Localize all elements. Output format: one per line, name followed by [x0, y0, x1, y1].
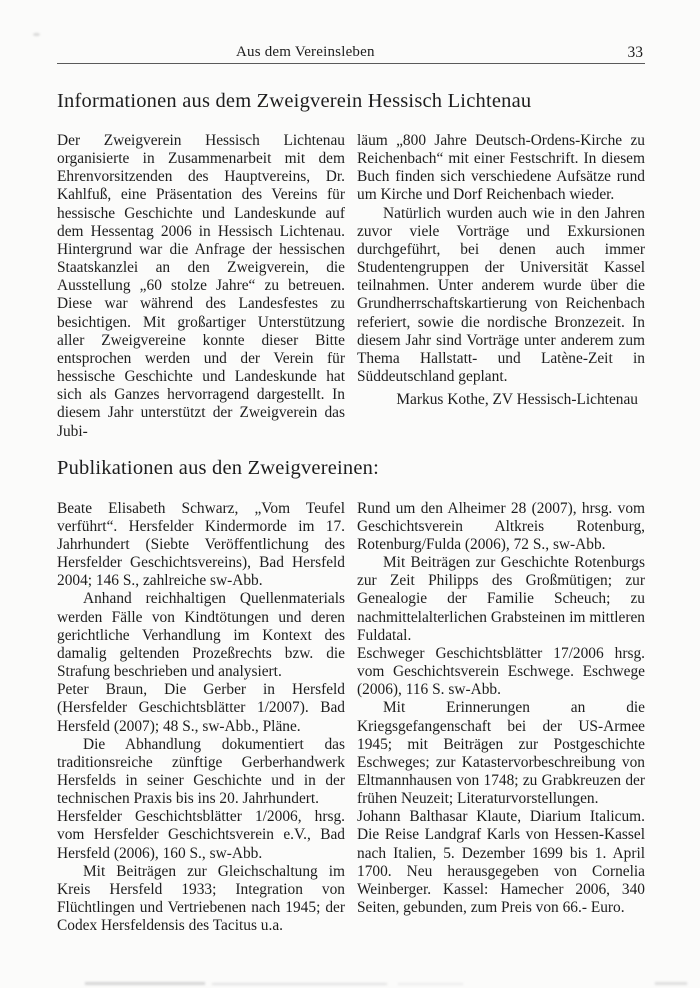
scan-artifact-speck — [33, 33, 40, 36]
paragraph: läum „800 Jahre Deutsch-Ordens-Kirche zu Reichenbach“ mit einer Festschrift. In diesem Buch finden sich verschiedene Aufsätze rund um Kirche und Dorf Reichenbach wieder. — [357, 132, 645, 204]
publication-title: Rund um den Alheimer 28 (2007), hrsg. vom Geschichtsverein Altkreis Rotenburg, Rotenburg/Fulda (2006), 72 S., sw-Abb. — [357, 499, 645, 553]
publication-title: Beate Elisabeth Schwarz, „Vom Teufel verführt“. Hersfelder Kindermorde im 17. Jahrhundert (Siebte Veröffentlichung des Hersfelder Geschichtsvereins), Bad Hersfeld 2004; 146 S., zahlreiche sw-Abb. — [57, 499, 345, 590]
section2-right-column — [357, 500, 645, 936]
paragraph: Der Zweigverein Hessisch Lichtenau organisierte in Zusammenarbeit mit dem Ehrenvorsitzenden des Hauptvereins, Dr. Kahlfuß, eine Präsentation des Vereins für hessische Geschichte und Landeskunde auf dem Hessentag 2006 in Hessisch Lichtenau. Hintergrund war die Anfrage der hessischen Staatskanzlei an den Zweigverein, die Ausstellung „60 stolze Jahre“ zu betreuen. Diese war während des Landesfestes zu besichtigen. Mit großartiger Unterstützung aller Zweigvereine konnte dieser Bitte entsprochen werden und der Verein für hessische Geschichte und Landeskunde hat sich als Ganzes hervorragend dargestellt. In diesem Jahr unterstützt der Zweigverein das Jubi- — [57, 132, 345, 440]
publication-description: Mit Erinnerungen an die Kriegsgefangenschaft bei der US-Armee 1945; mit Beiträgen zur Postgeschichte Eschweges; zur Katastervorbeschreibung von Eltmannhausen von 1748; zu Grabkreuzen der frühen Neuzeit; Literaturvorstellungen. — [357, 699, 645, 808]
paragraph: Natürlich wurden auch wie in den Jahren zuvor viele Vorträge und Exkursionen durchgeführt, bei denen auch immer Studentengruppen der Universität Kassel teilnahmen. Unter anderem wurde über die Grundherrschaftskartierung von Reichenbach referiert, sowie die nordische Bronzezeit. In diesem Jahr sind Vorträge unter anderem zum Thema Hallstatt- und Latène-Zeit in Süddeutschland geplant. — [357, 204, 645, 386]
publication-title: Eschweger Geschichtsblätter 17/2006 hrsg. vom Geschichtsverein Eschwege. Eschwege (2006), 116 S. sw-Abb. — [357, 644, 645, 699]
section1-heading: Informationen aus dem Zweigverein Hessisch Lichtenau — [57, 90, 532, 112]
page-header — [57, 44, 645, 64]
section1-right-column — [357, 132, 645, 441]
scan-artifact-smudge — [398, 983, 463, 985]
page-body — [57, 0, 645, 935]
scan-artifact-smudge — [85, 982, 205, 985]
publication-description: Mit Beiträgen zur Geschichte Rotenburgs zur Zeit Philipps des Großmütigen; zur Genealogie der Familie Scheuch; zu nachmittelalterlichen Grabsteinen im mittleren Fuldatal. — [357, 554, 645, 644]
author-signature: Markus Kothe, ZV Hessisch-Lichtenau — [396, 391, 638, 409]
publication-title: Peter Braun, Die Gerber in Hersfeld (Hersfelder Geschichtsblätter 1/2007). Bad Hersfeld (2007); 48 S., sw-Abb., Pläne. — [57, 681, 345, 735]
section1-columns — [57, 132, 645, 441]
scan-artifact-smudge — [655, 982, 687, 985]
section2-heading: Publikationen aus den Zweigvereinen: — [57, 456, 380, 479]
section1-left-column — [57, 132, 345, 441]
publication-title: Hersfelder Geschichtsblätter 1/2006, hrsg. vom Hersfelder Geschichtsverein e.V., Bad Hersfeld (2006), 160 S., sw-Abb. — [57, 808, 345, 862]
publication-description: Anhand reichhaltigen Quellenmaterials werden Fälle von Kindtötungen und deren gerichtliche Verhandlung im Kontext des damalig geltenden Prozeßrechts bzw. die Strafung beschrieben und analysiert. — [57, 590, 345, 681]
section2-left-column — [57, 500, 345, 936]
publication-title: Johann Balthasar Klaute, Diarium Italicum. Die Reise Landgraf Karls von Hessen-Kassel nach Italien, 5. Dezember 1699 bis 1. April 1700. Neu herausgegeben von Cornelia Weinberger. Kassel: Hamecher 2006, 340 Seiten, gebunden, zum Preis von 66.- Euro. — [357, 808, 645, 917]
running-title: Aus dem Vereinsleben — [236, 44, 375, 60]
publication-description: Die Abhandlung dokumentiert das traditionsreiche zünftige Gerberhandwerk Hersfelds in seiner Geschichte und in der technischen Praxis bis ins 20. Jahrhundert. — [57, 735, 345, 808]
publication-description: Mit Beiträgen zur Gleichschaltung im Kreis Hersfeld 1933; Integration von Flüchtlingen und Vertriebenen nach 1945; der Codex Hersfeldensis des Tacitus u.a. — [57, 862, 345, 935]
section2-columns — [57, 500, 645, 936]
page-number: 33 — [627, 44, 643, 61]
scan-artifact-smudge — [212, 983, 387, 985]
